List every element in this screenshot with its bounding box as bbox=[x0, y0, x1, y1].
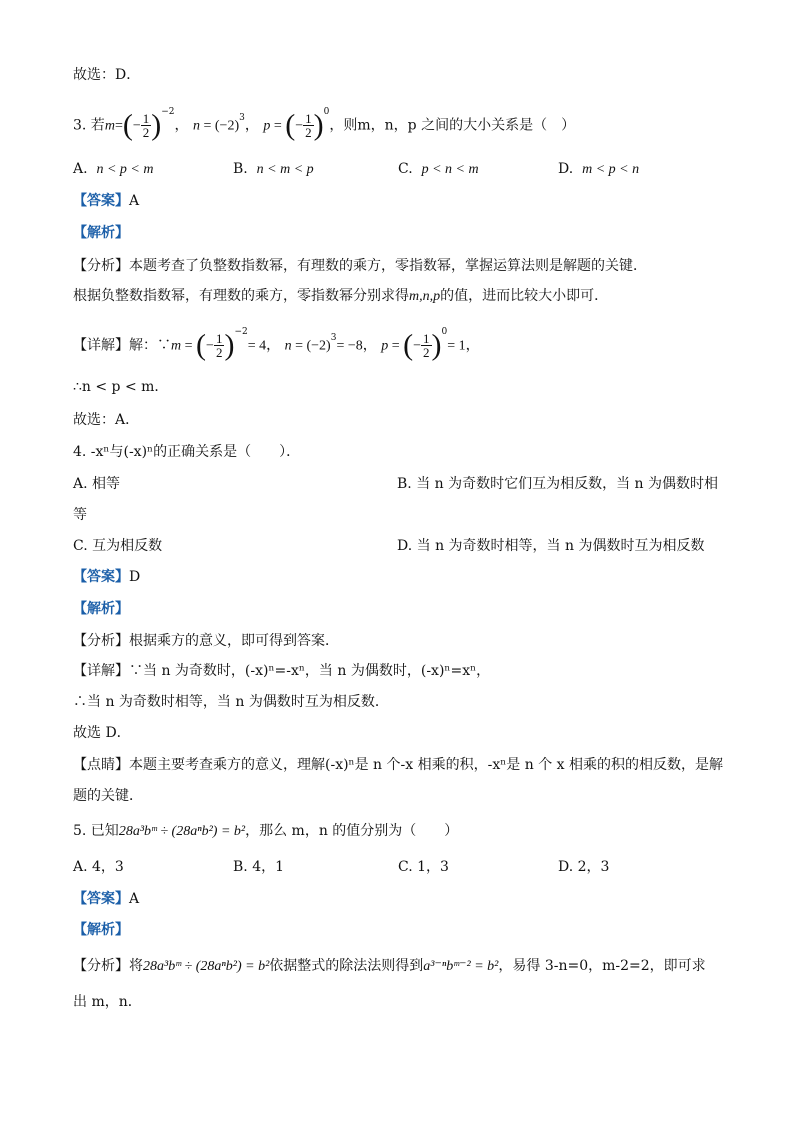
q3-answer bbox=[73, 192, 139, 210]
q3-detail-paren-close: ) bbox=[224, 328, 235, 362]
q3-frac bbox=[141, 112, 152, 139]
q4-option-a: A. 相等 bbox=[73, 476, 121, 492]
q3-detail-n-val: = −8 bbox=[336, 338, 363, 354]
q4-analysis-tag bbox=[73, 600, 129, 618]
q4-dianjing bbox=[73, 756, 723, 774]
q3-analysis-label: 【解析】 bbox=[73, 225, 129, 241]
q3-p-frac-num: 1 bbox=[305, 111, 312, 127]
q3-detail-p-frac-den: 2 bbox=[423, 345, 430, 361]
q3-detail-frac bbox=[214, 332, 225, 359]
q3-n: n bbox=[192, 118, 200, 134]
q3-option-b: B. n < m < p bbox=[233, 161, 314, 177]
q3-minus: − bbox=[132, 118, 141, 134]
q3-answer-tag: 【答案】 bbox=[73, 193, 129, 209]
q4-option-b-cont: 等 bbox=[73, 507, 87, 523]
q5-answer bbox=[73, 890, 139, 908]
q3-therefore: ∴n < p < m． bbox=[73, 379, 169, 395]
q3-fenxi2-post: 的值，进而比较大小即可． bbox=[440, 288, 609, 304]
q5-fenxi bbox=[73, 957, 706, 976]
q3-detail-frac-den: 2 bbox=[215, 345, 223, 361]
q5-option-c: C. 1，3 bbox=[398, 859, 449, 875]
q3-p-paren-open: ( bbox=[285, 108, 296, 142]
q5-option-b: B. 4，1 bbox=[233, 859, 285, 875]
q5-answer-tag: 【答案】 bbox=[73, 891, 129, 907]
q3-detail-tag: 【详解】 bbox=[73, 337, 129, 354]
q4-detail-text: ∵当 n 为奇数时，(-x)ⁿ=-xⁿ，当 n 为偶数时，(-x)ⁿ=xⁿ， bbox=[129, 663, 491, 679]
q4-therefore: ∴当 n 为奇数时相等，当 n 为偶数时互为相反数． bbox=[73, 694, 389, 710]
q3-fenxi-text: 本题考查了负整数指数幂，有理数的乘方，零指数幂，掌握运算法则是解题的关键． bbox=[129, 258, 647, 274]
q4-analysis-label: 【解析】 bbox=[73, 601, 129, 617]
q3-fenxi2-pre: 根据负整数指数幂，有理数的乘方，零指数幂分别求得 bbox=[73, 288, 409, 304]
q3-p-frac bbox=[303, 112, 314, 139]
q5-fenxi-expr: 28a³bᵐ ÷ (28aⁿb²) = b² bbox=[143, 959, 270, 974]
q4-dianjing-tag: 【点睛】 bbox=[73, 757, 129, 773]
q3-option-c: C. p < n < m bbox=[398, 161, 479, 177]
q4-fenxi-tag: 【分析】 bbox=[73, 633, 129, 649]
q3-choose: 故选：A． bbox=[73, 412, 140, 428]
q2-choose: 故选：D． bbox=[73, 67, 141, 83]
q5-fenxi2: 出 m，n． bbox=[73, 994, 142, 1010]
q3-fenxi bbox=[73, 257, 647, 275]
q3-suffix: ，则m，n，p 之间的大小关系是（ ） bbox=[329, 117, 576, 134]
q3-detail-m-exp: −2 bbox=[234, 327, 248, 337]
q4-detail bbox=[73, 662, 490, 680]
q3-eq: = bbox=[114, 118, 123, 134]
q3-detail-p-exp: 0 bbox=[441, 327, 448, 337]
q3-detail-pre: 解：∵ bbox=[129, 337, 171, 354]
q4-detail-tag: 【详解】 bbox=[73, 663, 129, 679]
q3-detail-p-frac-num: 1 bbox=[423, 331, 430, 347]
q3-frac-den: 2 bbox=[142, 125, 150, 141]
q3-m: m bbox=[104, 118, 115, 134]
q3-detail-n: n bbox=[284, 338, 292, 354]
q3-p: p bbox=[263, 118, 271, 134]
q5-fenxi-mid: 依据整式的除法法则得到 bbox=[269, 958, 424, 974]
q3-detail-p-paren-close: ) bbox=[431, 328, 442, 362]
q5-suffix: ，那么 m，n 的值分别为（ ） bbox=[245, 823, 459, 839]
q3-detail-m: m bbox=[171, 338, 182, 354]
q4-fenxi-text: 根据乘方的意义，即可得到答案． bbox=[129, 633, 339, 649]
q4-option-d: D. 当 n 为奇数时相等，当 n 为偶数时互为相反数 bbox=[397, 538, 705, 554]
q5-analysis-label: 【解析】 bbox=[73, 922, 129, 938]
q5-prefix: 5. 已知 bbox=[73, 823, 119, 839]
q3-detail-p-frac bbox=[421, 332, 432, 359]
q3-detail-frac-num: 1 bbox=[215, 331, 223, 347]
q3-detail-n-exp: 3 bbox=[330, 333, 337, 343]
q5-fenxi-post: ，易得 3-n=0，m-2=2，即可求 bbox=[498, 958, 706, 974]
q4-dianjing2: 题的关键． bbox=[73, 788, 143, 804]
q3-answer-value: A bbox=[129, 193, 140, 209]
q5-option-d: D. 2，3 bbox=[558, 859, 610, 875]
q3-n-exp: 3 bbox=[239, 113, 245, 123]
q3-fenxi2 bbox=[73, 287, 608, 306]
q5-option-a: A. 4，3 bbox=[73, 859, 124, 875]
q3-prefix: 3. 若 bbox=[73, 117, 105, 134]
q3-n-expr: (−2) bbox=[214, 118, 240, 134]
q5-question bbox=[73, 822, 458, 841]
q3-question: 3. 若m=(− $\frac{1}{2}$ )$^{-2}$， $n = (-2)^3$， p = (− $\frac{1}{2}$ )$^0$，则m，n，p 之间的大小关系是（ ） bbox=[73, 107, 576, 142]
q4-question: 4. -xⁿ与(-x)ⁿ的正确关系是（ ）． bbox=[73, 444, 301, 460]
q5-analysis-tag bbox=[73, 921, 129, 939]
q3-option-d: D. m < p < n bbox=[558, 161, 640, 177]
q4-choose: 故选 D． bbox=[73, 725, 131, 741]
q5-fenxi-pre: 将 bbox=[129, 958, 143, 974]
q4-fenxi bbox=[73, 632, 339, 650]
q5-answer-value: A bbox=[129, 891, 140, 907]
q3-analysis-tag bbox=[73, 224, 129, 242]
q3-detail-p-paren-open: ( bbox=[403, 328, 414, 362]
q3-fenxi-tag: 【分析】 bbox=[73, 258, 129, 274]
q3-detail-p: p bbox=[381, 338, 389, 354]
q4-answer bbox=[73, 568, 140, 586]
q5-fenxi-expr2: a³⁻ⁿbᵐ⁻² = b² bbox=[423, 959, 499, 974]
q3-frac-num: 1 bbox=[142, 111, 150, 127]
q4-answer-tag: 【答案】 bbox=[73, 569, 129, 585]
q4-dianjing-text: 本题主要考查乘方的意义，理解(-x)ⁿ是 n 个-x 相乘的积，-xⁿ是 n 个 x 相乘的积的相反数，是解 bbox=[129, 757, 723, 773]
q3-fenxi2-vars: m,n,p bbox=[409, 289, 441, 304]
q4-option-c: C. 互为相反数 bbox=[73, 538, 163, 554]
q3-p-frac-den: 2 bbox=[305, 125, 312, 141]
q3-paren-open: ( bbox=[122, 108, 133, 142]
q4-option-b: B. 当 n 为奇数时它们互为相反数，当 n 为偶数时相 bbox=[397, 476, 719, 492]
q3-p-exp: 0 bbox=[323, 107, 330, 117]
q3-detail-m-val: = 4 bbox=[247, 338, 267, 354]
q3-detail: 【详解】解：∵m = (− $\frac{1}{2}$ )$^{-2}$= 4， $n = (-2)^3= -8$， p = (− $\frac{1}{2}$ )$^0$= 1， bbox=[73, 327, 480, 362]
q5-expr: 28a³bᵐ ÷ (28aⁿb²) = b² bbox=[118, 824, 246, 839]
q3-detail-n-expr: (−2) bbox=[306, 338, 331, 354]
q3-option-a: A. n < p < m bbox=[73, 161, 154, 177]
q3-m-exp: −2 bbox=[161, 107, 175, 117]
q3-p-paren-close: ) bbox=[313, 108, 324, 142]
q4-answer-value: D bbox=[129, 569, 141, 585]
q5-fenxi-tag: 【分析】 bbox=[73, 958, 129, 974]
q3-detail-paren-open: ( bbox=[196, 328, 207, 362]
q3-detail-p-val: = 1， bbox=[447, 338, 480, 354]
q3-paren-close: ) bbox=[151, 108, 162, 142]
